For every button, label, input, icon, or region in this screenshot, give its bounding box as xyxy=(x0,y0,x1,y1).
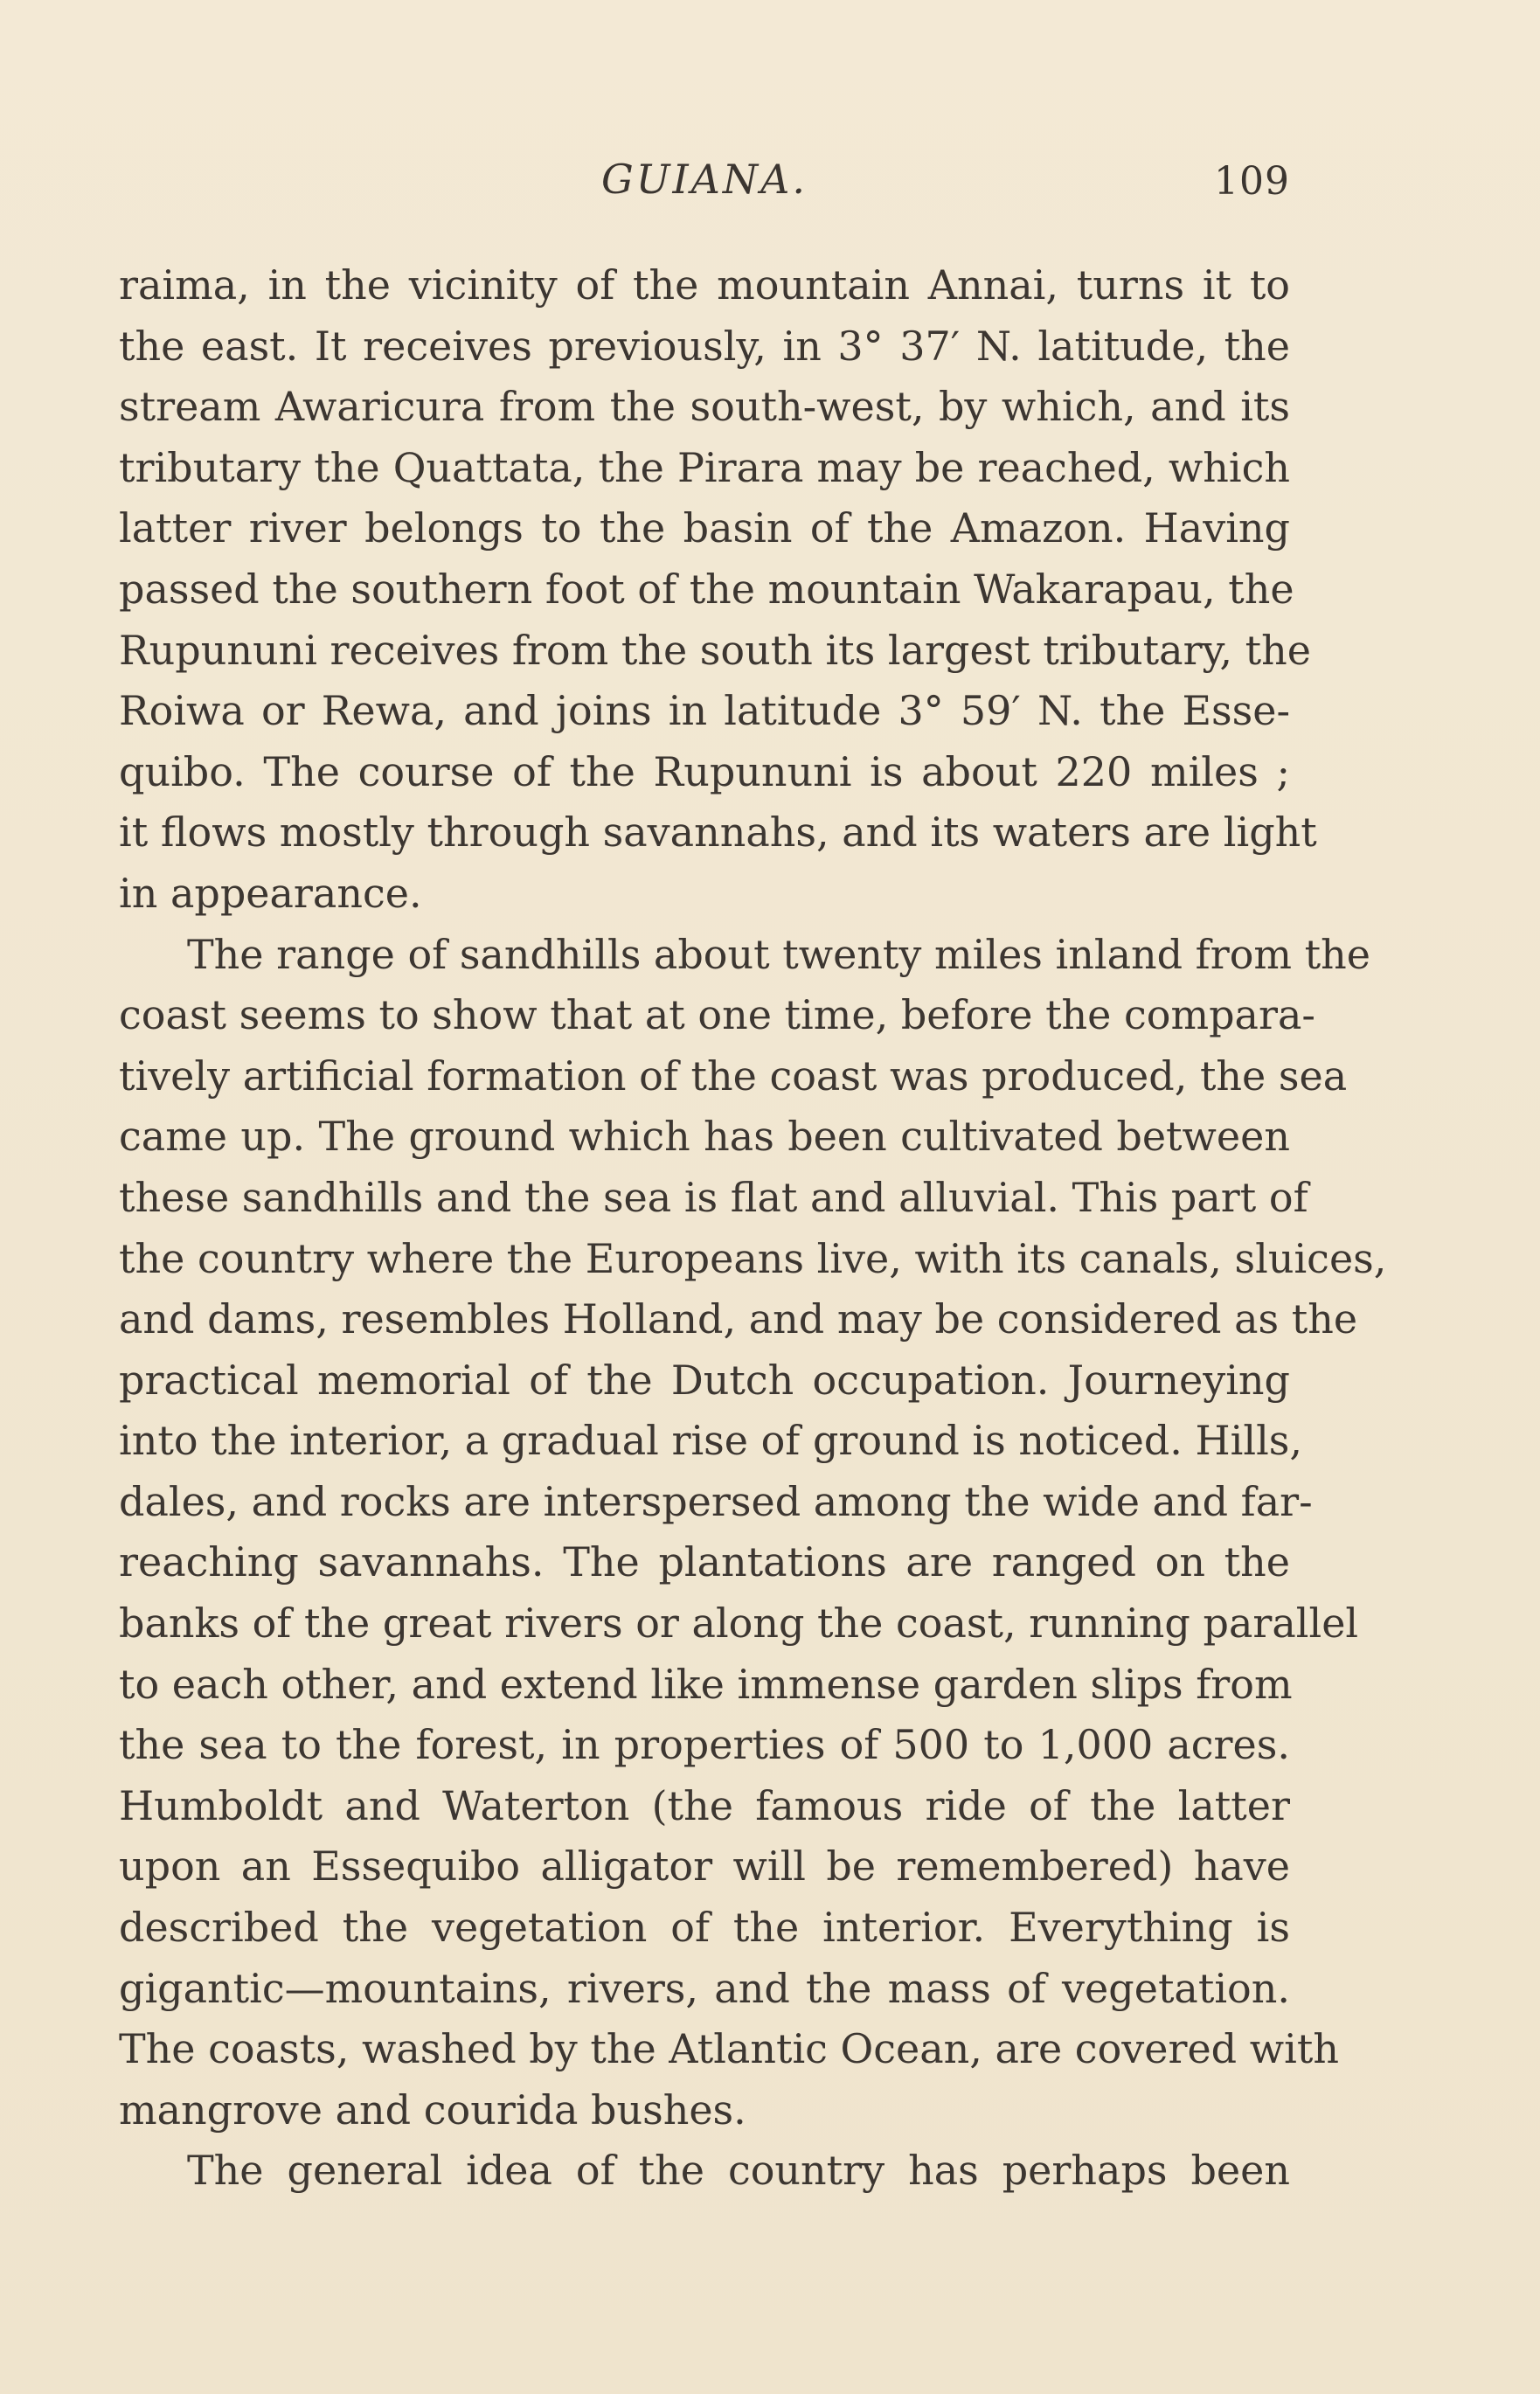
text-line: gigantic—mountains, rivers, and the mass of vegetation. xyxy=(119,1964,1290,2012)
text-line: raima, in the vicinity of the mountain Annai, turns it to xyxy=(119,261,1290,309)
body-text xyxy=(119,255,1387,2202)
text-line: in appearance. xyxy=(119,869,422,917)
text-line: mangrove and courida bushes. xyxy=(119,2085,746,2134)
text-line: Rupununi receives from the south its largest tributary, the xyxy=(119,626,1312,674)
text-line: reaching savannahs. The plantations are ranged on the xyxy=(119,1538,1290,1586)
text-line: Roiwa or Rewa, and joins in latitude 3° 59′ N. the Esse- xyxy=(119,687,1290,735)
text-line: dales, and rocks are interspersed among the wide and far- xyxy=(119,1477,1313,1525)
text-line: the country where the Europeans live, with its canals, sluices, xyxy=(119,1234,1387,1282)
text-line: tributary the Quattata, the Pirara may be reached, which xyxy=(119,443,1290,491)
text-line: the sea to the forest, in properties of 500 to 1,000 acres. xyxy=(119,1721,1290,1769)
paragraph xyxy=(119,255,1317,925)
text-line: and dams, resembles Holland, and may be considered as the xyxy=(119,1295,1358,1343)
text-line: latter river belongs to the basin of the Amazon. Having xyxy=(119,504,1290,552)
text-line: came up. The ground which has been cultivated between xyxy=(119,1113,1290,1161)
text-line: tively artificial formation of the coast was produced, the sea xyxy=(119,1051,1348,1100)
text-line: The general idea of the country has perhaps been xyxy=(187,2147,1290,2195)
running-title: GUIANA. xyxy=(601,156,808,203)
paragraph xyxy=(119,2141,1290,2202)
text-line: Humboldt and Waterton (the famous ride of the latter xyxy=(119,1781,1290,1829)
text-line: practical memorial of the Dutch occupation. Journeying xyxy=(119,1356,1290,1404)
text-line: described the vegetation of the interior. Everything is xyxy=(119,1904,1290,1952)
text-line: coast seems to show that at one time, before the compara- xyxy=(119,991,1315,1039)
text-line: upon an Essequibo alligator will be remembered) have xyxy=(119,1842,1290,1891)
paragraph xyxy=(119,925,1387,2141)
text-line: banks of the great rivers or along the coast, running parallel xyxy=(119,1599,1359,1648)
text-line: stream Awaricura from the south-west, by which, and its xyxy=(119,383,1290,431)
text-line: to each other, and extend like immense garden slips from xyxy=(119,1660,1293,1708)
page-header xyxy=(119,156,1290,217)
text-line: The range of sandhills about twenty miles inland from the xyxy=(187,930,1370,978)
text-line: it flows mostly through savannahs, and its waters are light xyxy=(119,808,1317,857)
page-number: 109 xyxy=(1214,159,1290,204)
text-line: The coasts, washed by the Atlantic Ocean, are covered with xyxy=(119,2025,1339,2073)
text-line: passed the southern foot of the mountain Wakarapau, the xyxy=(119,565,1294,613)
text-line: into the interior, a gradual rise of ground is noticed. Hills, xyxy=(119,1417,1303,1465)
text-line: these sandhills and the sea is flat and alluvial. This part of xyxy=(119,1173,1308,1221)
text-line: the east. It receives previously, in 3° 37′ N. latitude, the xyxy=(119,322,1290,370)
text-line: quibo. The course of the Rupununi is about 220 miles ; xyxy=(119,747,1290,795)
